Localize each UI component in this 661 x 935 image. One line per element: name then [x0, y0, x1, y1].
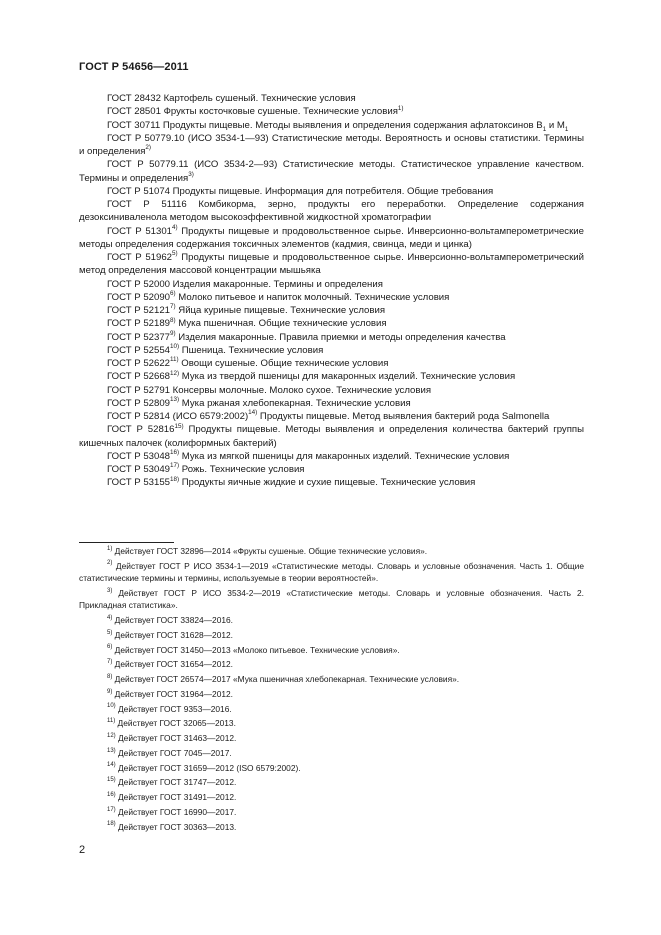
- reference-item: ГОСТ Р 50779.11 (ИСО 3534-2—93) Статистические методы. Статистическое управление качеством. Термины и определения$^{3)}$: [79, 159, 584, 184]
- footnote-item: $^{17)}$ Действует ГОСТ 16990—2017.: [107, 806, 237, 817]
- footnote-item: $^{10)}$ Действует ГОСТ 9353—2016.: [107, 703, 232, 714]
- reference-item: ГОСТ Р 52554$^{10)}$ Пшеница. Технические условия: [107, 343, 324, 356]
- reference-item: ГОСТ Р 52816$^{15)}$ Продукты пищевые. Методы выявления и определения количества бактерий группы кишечных палочек (колиформных бактерий): [79, 422, 585, 449]
- reference-item: ГОСТ Р 51301$^{4)}$ Продукты пищевые и продовольственное сырье. Инверсионно-вольтамперометрические методы определения содержания токсичных элементов (кадмия, свинца, меди и цинка): [79, 223, 584, 250]
- footnote-item: $^{12)}$ Действует ГОСТ 31463—2012.: [107, 732, 237, 744]
- reference-item: ГОСТ Р 51116 Комбикорма, зерно, продукты его переработки. Определение содержания дезоксиниваленола методом высокоэффективной жидкостной хроматографии: [79, 199, 584, 224]
- footnote-marker: 1): [397, 104, 404, 112]
- footnote-item: $^{18)}$ Действует ГОСТ 30363—2013.: [107, 821, 237, 832]
- footnote-marker: 3): [188, 170, 194, 178]
- reference-item: ГОСТ Р 52000 Изделия макаронные. Термины и определения: [107, 278, 383, 290]
- reference-item: ГОСТ Р 52814 (ИСО 6579:2002)$^{14)}$ Продукты пищевые. Метод выявления бактерий рода Salmonella: [107, 409, 550, 422]
- footnote-divider: [79, 542, 174, 543]
- footnote-marker: 4): [172, 223, 178, 231]
- reference-item: ГОСТ Р 51962$^{5)}$ Продукты пищевые и продовольственное сырье. Инверсионно-вольтамперометрический метод определения массовой концентрации мышьяка: [79, 250, 585, 277]
- reference-item: ГОСТ Р 52809$^{13)}$ Мука ржаная хлебопекарная. Технические условия: [107, 396, 411, 409]
- reference-item: ГОСТ 28501 Фрукты косточковые сушеные. Технические условия$^{1)}$: [107, 104, 404, 118]
- page-number: 2: [79, 844, 86, 856]
- footnote-marker: 7): [170, 303, 176, 311]
- footnotes-list: [79, 545, 584, 835]
- reference-item: ГОСТ Р 52622$^{11)}$ Овощи сушеные. Общие технические условия: [107, 356, 389, 369]
- footnote-item: $^{8)}$ Действует ГОСТ 26574—2017 «Мука пшеничная хлебопекарная. Технические условия».: [107, 673, 460, 685]
- reference-item: ГОСТ Р 50779.10 (ИСО 3534-1—93) Статистические методы. Вероятность и основы статистики. Термины и определения$^{2)}$: [79, 132, 584, 157]
- reference-item: ГОСТ Р 53155$^{18)}$ Продукты яичные жидкие и сухие пищевые. Технические условия: [107, 475, 476, 489]
- page-header-title: ГОСТ Р 54656—2011: [79, 61, 189, 73]
- footnote-item: $^{4)}$ Действует ГОСТ 33824—2016.: [107, 614, 234, 626]
- reference-item: ГОСТ Р 51074 Продукты пищевые. Информация для потребителя. Общие требования: [107, 185, 494, 197]
- footnote-item: $^{7)}$ Действует ГОСТ 31654—2012.: [107, 659, 234, 670]
- footnote-item: $^{3)}$ Действует ГОСТ Р ИСО 3534-2—2019 «Статистические методы. Словарь и условные обозначения. Часть 2. Прикладная статистика».: [79, 587, 584, 611]
- footnote-marker: 6): [170, 290, 176, 298]
- footnote-marker: 10): [170, 343, 180, 351]
- footnote-item: $^{11)}$ Действует ГОСТ 32065—2013.: [107, 718, 236, 729]
- reference-item: ГОСТ Р 52189$^{8)}$ Мука пшеничная. Общие технические условия: [107, 316, 387, 330]
- reference-item: ГОСТ Р 52090$^{6)}$ Молоко питьевое и напиток молочный. Технические условия: [107, 290, 450, 303]
- reference-item: ГОСТ 28432 Картофель сушеный. Технические условия: [107, 93, 356, 104]
- footnote-item: $^{13)}$ Действует ГОСТ 7045—2017.: [107, 747, 232, 758]
- normative-references-list: [79, 92, 584, 490]
- footnote-item: $^{5)}$ Действует ГОСТ 31628—2012.: [107, 629, 234, 640]
- footnote-marker: 11): [170, 356, 179, 364]
- footnote-marker: 17): [170, 462, 180, 470]
- footnote-marker: 16): [170, 449, 180, 457]
- footnote-marker: 13): [170, 396, 180, 404]
- footnote-marker: 8): [170, 316, 176, 324]
- footnote-marker: 18): [170, 475, 180, 483]
- footnote-marker: 15): [174, 422, 184, 430]
- reference-item: ГОСТ Р 52668$^{12)}$ Мука из твердой пшеницы для макаронных изделий. Технические условия: [107, 369, 516, 383]
- footnote-item: $^{2)}$ Действует ГОСТ Р ИСО 3534-1—2019 «Статистические методы. Словарь и условные обозначения. Часть 1. Общие статистические термины и термины, используемые в теории вероятностей».: [79, 560, 584, 584]
- footnote-marker: 12): [170, 369, 180, 377]
- footnote-marker: 14): [248, 409, 258, 417]
- footnote-marker: 5): [172, 250, 178, 258]
- reference-item: ГОСТ Р 53049$^{17)}$ Рожь. Технические условия: [107, 462, 305, 475]
- footnote-item: $^{1)}$ Действует ГОСТ 32896—2014 «Фрукты сушеные. Общие технические условия».: [107, 545, 428, 556]
- reference-item: ГОСТ Р 52121$^{7)}$ Яйца куриные пищевые. Технические условия: [107, 303, 386, 316]
- footnote-item: $^{14)}$ Действует ГОСТ 31659—2012 (ISO 6579:2002).: [107, 762, 301, 773]
- reference-item: ГОСТ Р 52791 Консервы молочные. Молоко сухое. Технические условия: [107, 384, 432, 396]
- reference-item: ГОСТ 30711 Продукты пищевые. Методы выявления и определения содержания афлатоксинов $B_1$ и $M_1$: [107, 119, 569, 133]
- reference-item: ГОСТ Р 53048$^{16)}$ Мука из мягкой пшеницы для макаронных изделий. Технические условия: [107, 449, 510, 462]
- footnote-marker: 2): [145, 144, 152, 152]
- footnote-item: $^{6)}$ Действует ГОСТ 31450—2013 «Молоко питьевое. Технические условия».: [107, 644, 400, 655]
- footnote-item: $^{9)}$ Действует ГОСТ 31964—2012.: [107, 688, 234, 699]
- footnote-marker: 9): [170, 329, 176, 337]
- footnote-item: $^{16)}$ Действует ГОСТ 31491—2012.: [107, 791, 237, 803]
- footnote-item: $^{15)}$ Действует ГОСТ 31747—2012.: [107, 777, 237, 788]
- reference-item: ГОСТ Р 52377$^{9)}$ Изделия макаронные. Правила приемки и методы определения качества: [107, 329, 506, 343]
